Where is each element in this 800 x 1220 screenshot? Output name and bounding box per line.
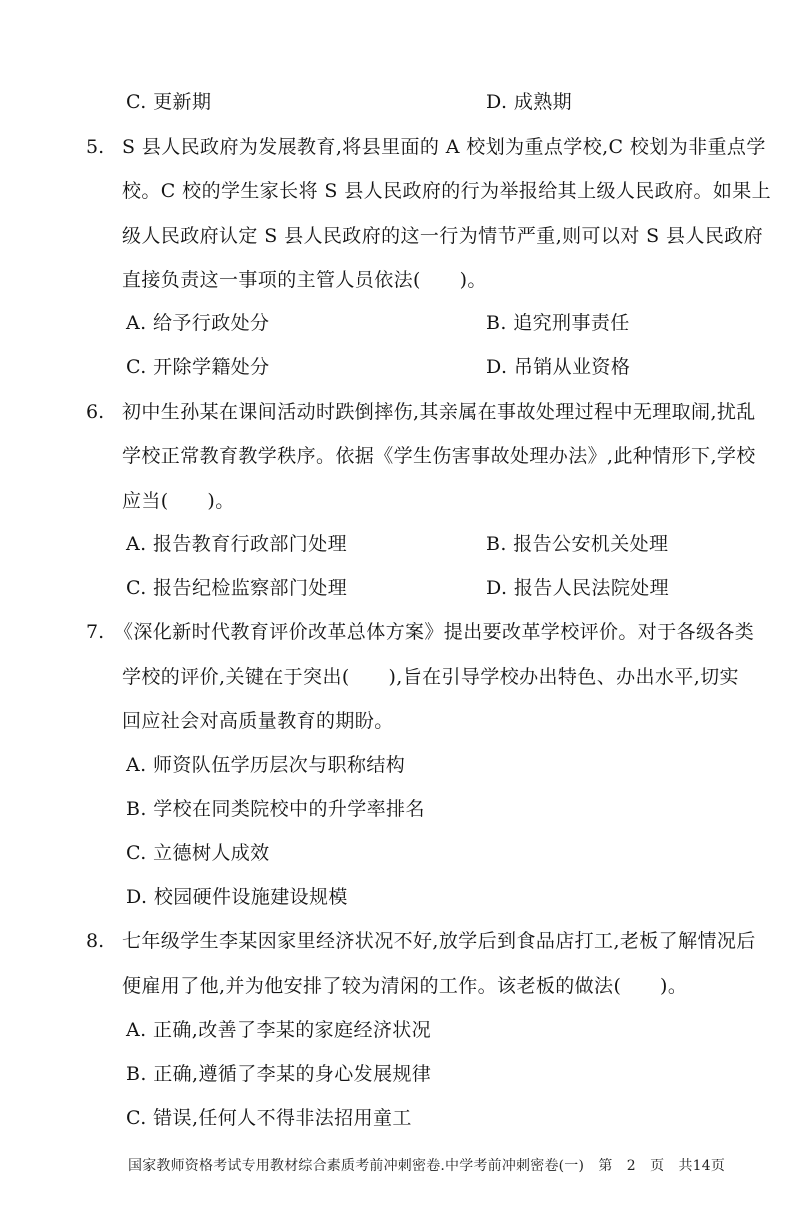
question-5-option-b: B. 追究刑事责任 (486, 312, 630, 334)
question-7-option-a: A. 师资队伍学历层次与职称结构 (126, 754, 406, 776)
question-6-option-b: B. 报告公安机关处理 (486, 533, 669, 555)
question-8-line-2: 便雇用了他,并为他安排了较为清闲的工作。该老板的做法( )。 (122, 975, 688, 997)
question-7-line-1: 《深化新时代教育评价改革总体方案》提出要改革学校评价。对于各级各类 (114, 621, 755, 643)
question-8-option-c: C. 错误,任何人不得非法招用童工 (126, 1107, 412, 1129)
question-8-option-a: A. 正确,改善了李某的家庭经济状况 (126, 1019, 432, 1041)
question-5-option-c: C. 开除学籍处分 (126, 356, 270, 378)
question-7-line-2: 学校的评价,关键在于突出( ),旨在引导学校办出特色、办出水平,切实 (122, 666, 739, 688)
option-prev-d: D. 成熟期 (486, 91, 573, 113)
question-6-number: 6. (86, 401, 105, 423)
question-7-option-b: B. 学校在同类院校中的升学率排名 (126, 798, 425, 820)
question-5-option-d: D. 吊销从业资格 (486, 356, 631, 378)
question-7-option-c: C. 立德树人成效 (126, 842, 270, 864)
question-7-option-d: D. 校园硬件设施建设规模 (126, 886, 348, 908)
question-5-line-2: 校。C 校的学生家长将 S 县人民政府的行为举报给其上级人民政府。如果上 (122, 180, 772, 202)
question-5-line-4: 直接负责这一事项的主管人员依法( )。 (122, 269, 487, 291)
question-7-line-3: 回应社会对高质量教育的期盼。 (122, 710, 394, 732)
question-5-option-a: A. 给予行政处分 (126, 312, 270, 334)
question-6-line-3: 应当( )。 (122, 490, 235, 512)
question-6-option-c: C. 报告纪检监察部门处理 (126, 577, 348, 599)
question-7-number: 7. (86, 621, 105, 643)
question-5-line-3: 级人民政府认定 S 县人民政府的这一行为情节严重,则可以对 S 县人民政府 (122, 225, 764, 247)
option-prev-c: C. 更新期 (126, 91, 212, 113)
question-5-line-1: S 县人民政府为发展教育,将县里面的 A 校划为重点学校,C 校划为非重点学 (122, 136, 766, 158)
question-8-option-b: B. 正确,遵循了李某的身心发展规律 (126, 1063, 432, 1085)
question-6-option-d: D. 报告人民法院处理 (486, 577, 670, 599)
page-footer: 国家教师资格考试专用教材综合素质考前冲刺密卷.中学考前冲刺密卷(一) 第 2 页 共14页 (128, 1158, 726, 1174)
question-6-option-a: A. 报告教育行政部门处理 (126, 533, 348, 555)
question-5-number: 5. (86, 136, 105, 158)
question-8-number: 8. (86, 930, 105, 952)
question-6-line-2: 学校正常教育教学秩序。依据《学生伤害事故处理办法》,此种情形下,学校 (122, 445, 756, 467)
question-8-line-1: 七年级学生李某因家里经济状况不好,放学后到食品店打工,老板了解情况后 (122, 930, 756, 952)
question-6-line-1: 初中生孙某在课间活动时跌倒摔伤,其亲属在事故处理过程中无理取闹,扰乱 (122, 401, 756, 423)
